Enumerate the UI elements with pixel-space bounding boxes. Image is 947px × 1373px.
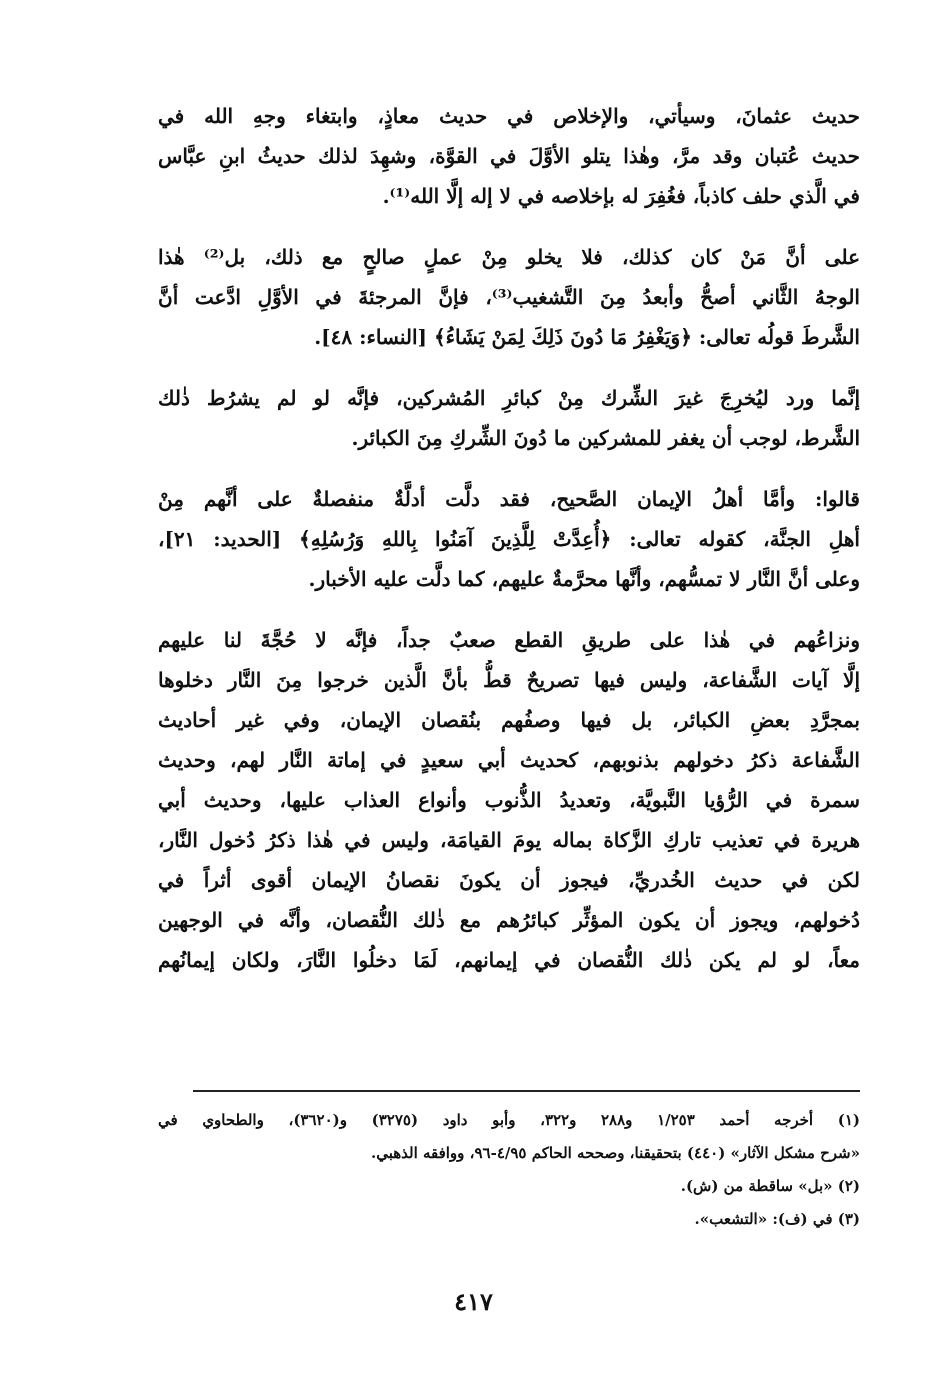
page-number: ٤١٧ (454, 1287, 493, 1316)
text-line: الوجهُ الثَّاني أصحُّ وأبعدُ مِنَ التَّشغيب⁽³⁾، فإنَّ المرجئةَ في الأوَّلِ ادَّعت أنَّ (158, 285, 860, 309)
text-line: سمرة في الرُّؤيا النَّبويَّة، وتعديدُ الذُّنوب وأنواع العذاب عليها، وحديث أبي (158, 788, 860, 812)
paragraph-3 (158, 378, 860, 458)
text-line: أهلِ الجنَّة، كقوله تعالى: ﴿أُعِدَّتْ لِلَّذِينَ آمَنُوا بِاللهِ وَرُسُلِهِ﴾ [الحديد: ٢١]، (158, 527, 860, 551)
footnote-divider (193, 1090, 860, 1092)
text-line: معاً، لو لم يكن ذٰلك النُّقصان في إيمانهم، لَمَا دخلُوا النَّارَ، ولكان إيمانُهم (158, 948, 860, 972)
footnote-line: «شرح مشكل الآثار» (٤٤٠) بتحقيقنا، وصححه الحاكم ٤/٩٥-٩٦، ووافقه الذهبي. (370, 1144, 860, 1162)
footnote-line: (١) أخرجه أحمد ١/٢٥٣ و٢٨٨ و٣٢٢، وأبو داود (٣٢٧٥) و(٣٦٢٠)، والطحاوي في (158, 1111, 860, 1129)
text-line: الشَّرطَ قولُه تعالى: ﴿وَيَغْفِرُ مَا دُونَ ذَلِكَ لِمَنْ يَشَاءُ﴾ [النساء: ٤٨]. (314, 325, 860, 349)
main-text (158, 96, 860, 1001)
text-line: هريرة في تعذيب تاركِ الزَّكاة بماله يومَ القيامَة، وليس في هٰذا ذكرُ دُخول النَّار، (158, 828, 860, 852)
text-line: بمجرَّدِ بعضِ الكبائر، بل فيها وصفُهم بنُقصان الإيمان، وفي غير أحاديث (158, 708, 860, 732)
text-line: إلَّا آيات الشَّفاعة، وليس فيها تصريحٌ قطُّ بأنَّ الَّذين خرجوا مِنَ النَّار دخلوها (158, 668, 860, 692)
text-line: دُخولهم، ويجوز أن يكون المؤثِّر كبائرُهم مع ذٰلك النُّقصان، وأنَّه في الوجهين (158, 908, 860, 932)
text-line: لكن في حديث الخُدريِّ، فيجوز أن يكونَ نقصانُ الإيمان أقوى أثراً في (158, 868, 860, 892)
paragraph-4 (158, 479, 860, 599)
footnotes (158, 1104, 860, 1236)
paragraph-1 (158, 96, 860, 216)
paragraph-5 (158, 620, 860, 980)
text-line: وعلى أنَّ النَّار لا تمسُّهم، وأنَّها محرَّمةٌ عليهم، كما دلَّت عليه الأخبار. (308, 567, 860, 591)
text-line: في الَّذي حلف كاذباً، فغُفِرَ له بإخلاصه في لا إله إلَّا الله⁽¹⁾. (382, 184, 860, 208)
text-line: الشَّفاعة ذكرُ دخولهم بذنوبهم، كحديث أبي سعيدٍ في إماتة النَّار لهم، وحديث (158, 748, 860, 772)
text-line: حديث عثمانَ، وسيأتي، والإخلاص في حديث معاذٍ، وابتغاء وجهِ الله في (158, 104, 860, 128)
text-line: قالوا: وأمَّا أهلُ الإيمان الصَّحيح، فقد دلَّت أدلَّةٌ منفصلةٌ على أنَّهم مِنْ (158, 487, 860, 511)
text-line: حديث عُتبان وقد مرَّ، وهٰذا يتلو الأوَّلَ في القوَّة، وشهِدَ لذلك حديثُ ابنِ عبَّاس (158, 144, 860, 168)
text-line: ونزاعُهم في هٰذا على طريقِ القطع صعبٌ جداً، فإنَّه لا حُجَّةَ لنا عليهم (158, 628, 860, 652)
footnote-line: (٣) في (ف): «التشعب». (694, 1210, 860, 1228)
paragraph-2 (158, 237, 860, 357)
text-line: الشَّرط، لوجب أن يغفر للمشركين ما دُونَ الشِّركِ مِنَ الكبائر. (351, 426, 860, 450)
text-line: إنَّما ورد ليُخرِجَ غيرَ الشِّرك مِنْ كبائرِ المُشركين، فإنَّه لو لم يشرُط ذٰلك (158, 386, 860, 410)
footnote-line: (٢) «بل» ساقطة من (ش). (680, 1177, 860, 1195)
text-line: على أنَّ مَنْ كان كذلك، فلا يخلو مِنْ عملٍ صالحٍ مع ذلك، بل⁽²⁾ هٰذا (158, 245, 860, 269)
